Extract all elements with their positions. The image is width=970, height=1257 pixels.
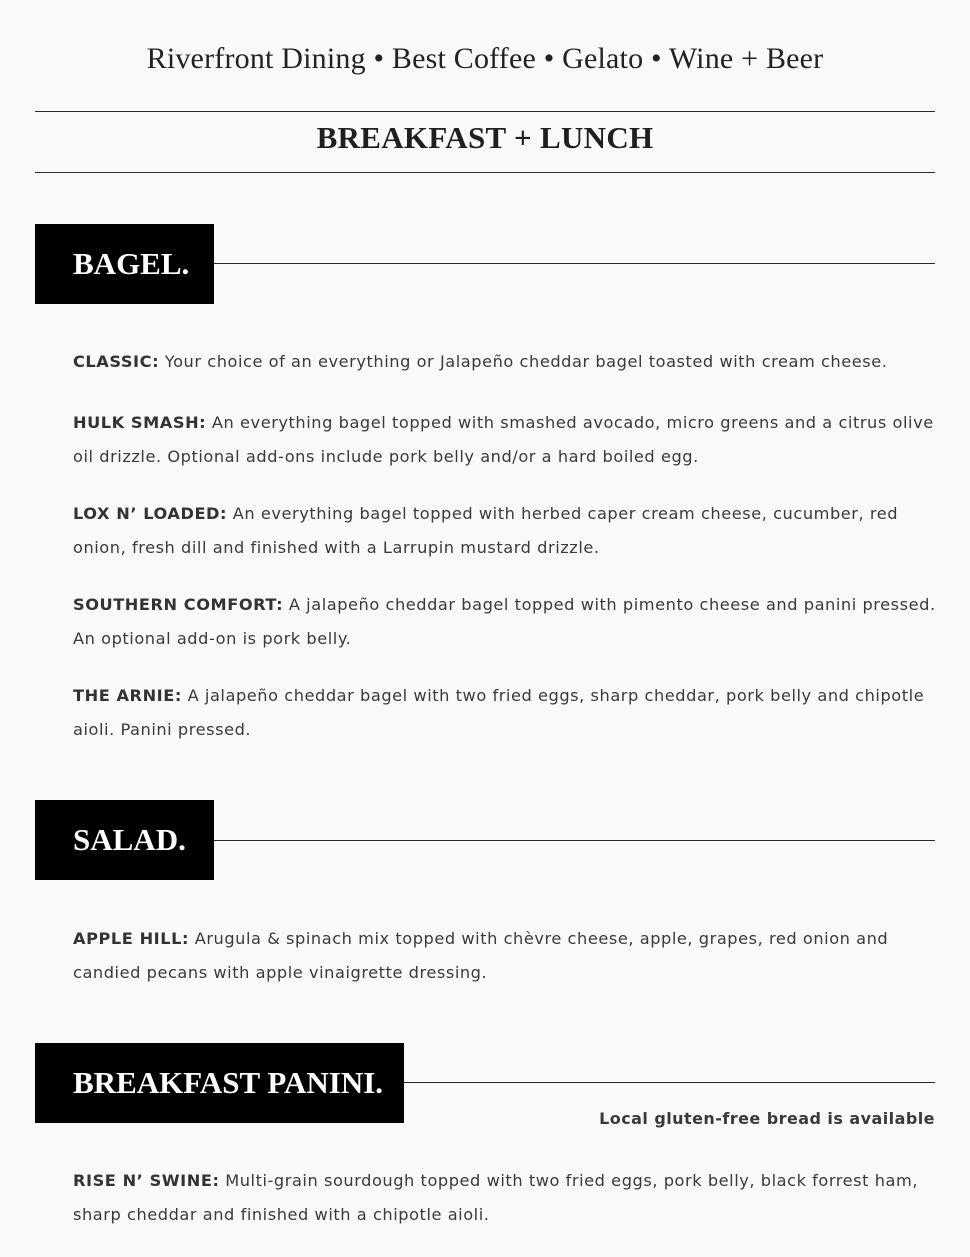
section-divider-breakfast-panini — [376, 1082, 935, 1083]
menu-item-classic — [73, 345, 939, 379]
menu-item-southern-comfort — [73, 588, 939, 656]
item-name: LOX N’ LOADED: — [73, 504, 228, 523]
menu-item-hulk-smash — [73, 406, 939, 474]
menu-item-apple-hill — [73, 922, 939, 990]
item-description: An everything bagel topped with smashed avocado, micro greens and a citrus olive oil drizzle. Optional add-ons include pork belly and/or a hard boiled egg. — [73, 413, 934, 466]
item-description: A jalapeño cheddar bagel topped with pimento cheese and panini pressed. An optional add-on is pork belly. — [73, 595, 936, 648]
tagline: Riverfront Dining • Best Coffee • Gelato • Wine + Beer — [146, 42, 824, 75]
item-description: Arugula & spinach mix topped with chèvre cheese, apple, grapes, red onion and candied pecans with apple vinaigrette dressing. — [73, 929, 889, 982]
item-name: HULK SMASH: — [73, 413, 207, 432]
item-description: An everything bagel topped with herbed caper cream cheese, cucumber, red onion, fresh dill and finished with a Larrupin mustard drizzle. — [73, 504, 899, 557]
menu-title: BREAKFAST + LUNCH — [316, 120, 654, 155]
gluten-free-note: Local gluten-free bread is available — [599, 1109, 935, 1128]
item-name: APPLE HILL: — [73, 929, 189, 948]
menu-item-lox-n-loaded — [73, 497, 939, 565]
item-name: CLASSIC: — [73, 352, 160, 371]
item-name: THE ARNIE: — [73, 686, 182, 705]
section-heading-salad: SALAD. — [35, 800, 214, 880]
menu-item-the-arnie — [73, 679, 939, 747]
title-rule-top — [35, 111, 935, 112]
item-description: A jalapeño cheddar bagel with two fried eggs, sharp cheddar, pork belly and chipotle aioli. Panini pressed. — [73, 686, 925, 739]
title-rule-bottom — [35, 172, 935, 173]
item-description: Multi-grain sourdough topped with two fried eggs, pork belly, black forrest ham, sharp cheddar and finished with a chipotle aioli. — [73, 1171, 919, 1224]
item-name: RISE N’ SWINE: — [73, 1171, 220, 1190]
item-description: Your choice of an everything or Jalapeño cheddar bagel toasted with cream cheese. — [164, 352, 888, 371]
menu-item-rise-n-swine — [73, 1164, 939, 1232]
section-heading-bagel: BAGEL. — [35, 224, 214, 304]
section-divider-salad — [186, 840, 935, 841]
section-divider-bagel — [186, 263, 935, 264]
section-heading-breakfast-panini: BREAKFAST PANINI. — [35, 1043, 404, 1123]
item-name: SOUTHERN COMFORT: — [73, 595, 284, 614]
